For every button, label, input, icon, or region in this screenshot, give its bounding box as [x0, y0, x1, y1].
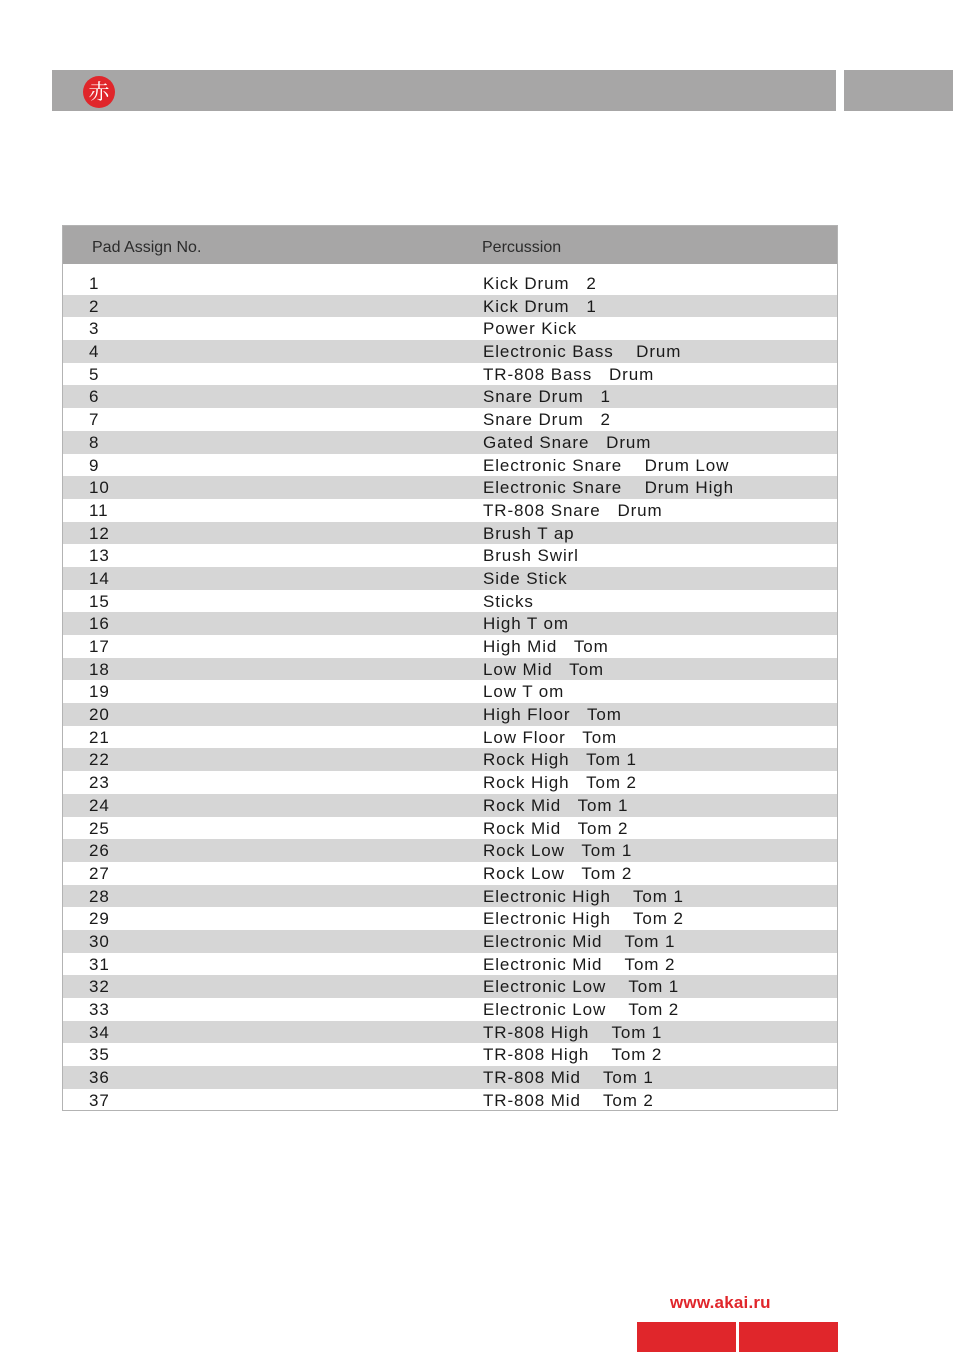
percussion-name: Kick Drum 2	[483, 274, 597, 293]
percussion-name: High Floor Tom	[483, 705, 622, 725]
percussion-name: Electronic Snare Drum Low	[483, 455, 730, 475]
pad-number: 7	[89, 410, 100, 430]
table-row	[63, 771, 837, 794]
pad-number: 30	[89, 931, 110, 951]
table-row	[63, 1089, 837, 1112]
table-row	[63, 953, 837, 976]
table-row	[63, 726, 837, 749]
percussion-name: TR-808 Snare Drum	[483, 500, 663, 520]
percussion-name: Low Floor Tom	[483, 727, 618, 747]
pad-number: 36	[89, 1068, 110, 1088]
percussion-name: Rock Low Tom 1	[483, 841, 633, 861]
table-row	[63, 385, 837, 408]
percussion-name: Low Mid Tom	[483, 659, 604, 679]
table-row	[63, 658, 837, 681]
table-row	[63, 454, 837, 477]
table-row	[63, 817, 837, 840]
table-row	[63, 612, 837, 635]
pad-number: 2	[89, 296, 100, 316]
pad-number: 32	[89, 977, 110, 997]
table-row	[63, 476, 837, 499]
percussion-name: TR-808 High Tom 2	[483, 1045, 663, 1065]
pad-number: 22	[89, 750, 110, 770]
header-bar	[52, 70, 836, 111]
pad-number: 17	[89, 637, 110, 656]
pad-number: 20	[89, 705, 110, 725]
table-row	[63, 794, 837, 817]
pad-number: 28	[89, 886, 110, 906]
pad-number: 9	[89, 455, 100, 475]
percussion-name: Rock Mid Tom 2	[483, 818, 629, 838]
table-row	[63, 839, 837, 862]
table-row	[63, 499, 837, 522]
table-header	[63, 226, 837, 264]
percussion-name: Electronic Snare Drum High	[483, 478, 734, 498]
pad-number: 10	[89, 478, 110, 498]
table-row	[63, 998, 837, 1021]
percussion-name: Rock High Tom 2	[483, 773, 637, 793]
table-row	[63, 1021, 837, 1044]
table-row	[63, 295, 837, 318]
table-body	[63, 264, 837, 1111]
table-row	[63, 680, 837, 703]
pad-number: 4	[89, 342, 100, 362]
footer-bar-right	[739, 1322, 838, 1352]
pad-number: 37	[89, 1090, 110, 1110]
pad-number: 35	[89, 1045, 110, 1065]
percussion-name: Electronic Low Tom 2	[483, 1000, 680, 1019]
percussion-name: Low T om	[483, 682, 565, 702]
table-row	[63, 930, 837, 953]
table-row	[63, 635, 837, 658]
pad-number: 27	[89, 863, 110, 883]
table-row	[63, 544, 837, 567]
pad-number: 24	[89, 795, 110, 815]
table-row	[63, 363, 837, 386]
table-row	[63, 317, 837, 340]
percussion-name: Gated Snare Drum	[483, 432, 652, 452]
percussion-name: Electronic Mid Tom 1	[483, 931, 676, 951]
table-row	[63, 907, 837, 930]
pad-number: 3	[89, 319, 100, 339]
pad-number: 21	[89, 727, 110, 747]
pad-number: 18	[89, 659, 110, 679]
table-row	[63, 975, 837, 998]
column-header-percussion: Percussion	[482, 239, 562, 256]
percussion-name: Brush Swirl	[483, 546, 579, 566]
table-row	[63, 748, 837, 771]
pad-number: 29	[89, 909, 110, 929]
pad-number: 16	[89, 614, 110, 634]
table-row	[63, 408, 837, 431]
pad-number: 26	[89, 841, 110, 861]
footer-bar-left	[637, 1322, 736, 1352]
table-row	[63, 340, 837, 363]
table-row	[63, 431, 837, 454]
pad-number: 5	[89, 364, 100, 384]
table-row	[63, 567, 837, 590]
percussion-name: TR-808 Mid Tom 2	[483, 1090, 654, 1110]
pad-number: 12	[89, 523, 110, 543]
table-row	[63, 1043, 837, 1066]
pad-number: 23	[89, 773, 110, 793]
pad-number: 15	[89, 591, 110, 611]
percussion-name: Electronic Bass Drum	[483, 342, 682, 362]
table-row	[63, 885, 837, 908]
pad-number: 34	[89, 1022, 110, 1042]
pad-number: 8	[89, 432, 100, 452]
pad-number: 14	[89, 568, 110, 588]
percussion-name: High Mid Tom	[483, 637, 609, 656]
table-row	[63, 862, 837, 885]
percussion-name: High T om	[483, 614, 569, 634]
percussion-name: Kick Drum 1	[483, 296, 597, 316]
percussion-name: Snare Drum 1	[483, 387, 611, 407]
percussion-name: Electronic Low Tom 1	[483, 977, 680, 997]
column-header-pad-no: Pad Assign No.	[92, 239, 202, 256]
brand-logo-icon: 赤	[83, 76, 115, 108]
percussion-name: Power Kick	[483, 319, 578, 339]
pad-number: 13	[89, 546, 110, 566]
pad-number: 11	[89, 500, 109, 520]
percussion-name: TR-808 Bass Drum	[483, 364, 655, 384]
percussion-name: Electronic High Tom 2	[483, 909, 684, 929]
percussion-name: TR-808 High Tom 1	[483, 1022, 663, 1042]
percussion-name: Snare Drum 2	[483, 410, 611, 430]
pad-number: 1	[89, 274, 100, 293]
table-row	[63, 522, 837, 545]
percussion-name: Rock Mid Tom 1	[483, 795, 629, 815]
percussion-name: Electronic High Tom 1	[483, 886, 684, 906]
percussion-name: Side Stick	[483, 568, 568, 588]
table-row	[63, 590, 837, 613]
pad-number: 31	[89, 954, 110, 974]
table-row	[63, 1066, 837, 1089]
pad-number: 6	[89, 387, 100, 407]
pad-number: 25	[89, 818, 110, 838]
percussion-name: Electronic Mid Tom 2	[483, 954, 676, 974]
percussion-name: Rock High Tom 1	[483, 750, 637, 770]
pad-number: 19	[89, 682, 110, 702]
pad-assign-table	[62, 225, 838, 1111]
header-tab	[844, 70, 953, 111]
percussion-name: Sticks	[483, 591, 534, 611]
table-row	[63, 703, 837, 726]
pad-number: 33	[89, 1000, 110, 1019]
percussion-name: TR-808 Mid Tom 1	[483, 1068, 654, 1088]
table-row	[63, 272, 837, 295]
percussion-name: Brush T ap	[483, 523, 575, 543]
website-url[interactable]: www.akai.ru	[670, 1293, 771, 1312]
percussion-name: Rock Low Tom 2	[483, 863, 633, 883]
